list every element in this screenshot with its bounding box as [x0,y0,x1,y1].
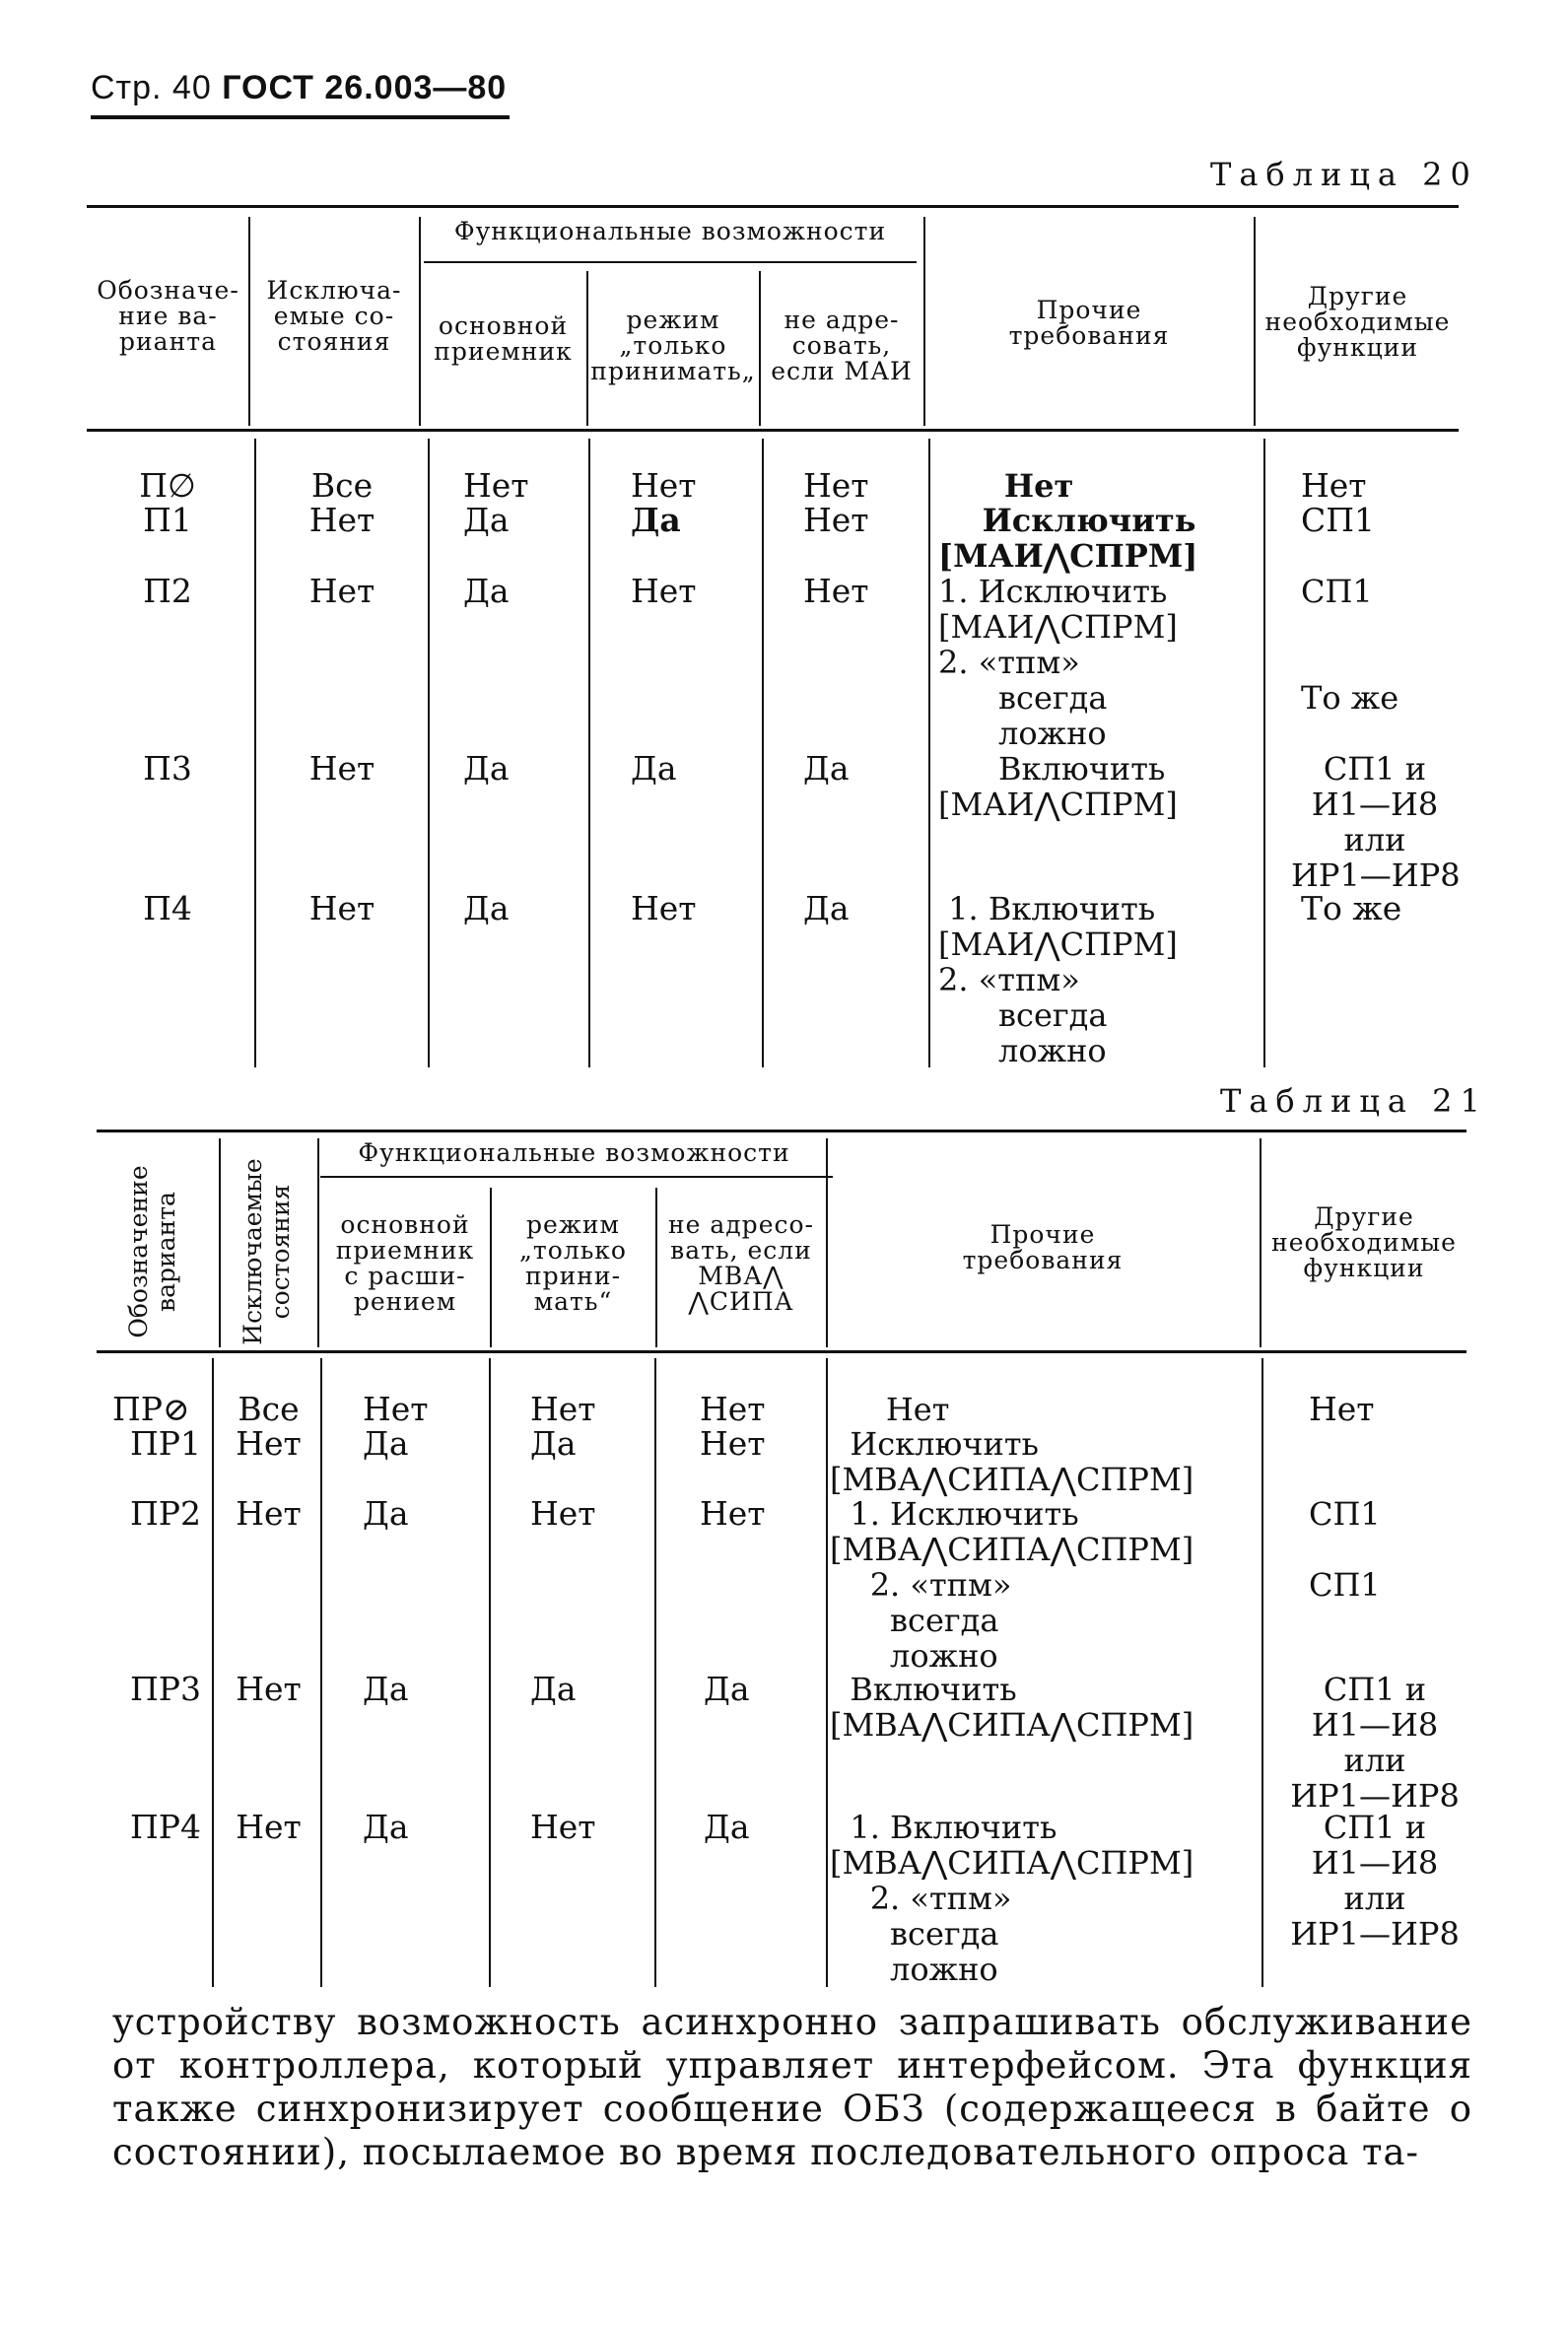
t21-cell-other-func: Нет [1309,1390,1375,1428]
t20-cell-basic: Да [463,572,510,610]
table-column-rule [419,217,421,426]
table-column-rule [254,439,256,1067]
t21-cell-other-req: Включить [МВА⋀СИПА⋀СПРМ] [830,1671,1194,1744]
t21-cell-other-req: 1. Исключить [МВА⋀СИПА⋀СПРМ] 2. «тпм» всегда ложно [830,1495,1194,1675]
t21-cell-other-req: Нет [836,1391,950,1428]
t21-cell-basic: Да [363,1670,409,1708]
t21-cell-excluded: Нет [236,1670,302,1708]
table-column-rule [317,1138,319,1347]
t20-cell-other-req: 1. Исключить [МАИ⋀СПРМ] 2. «тпм» всегда ложно [938,573,1178,752]
t21-cell-basic: Да [363,1808,409,1846]
table-column-rule [923,217,925,426]
t21-cell-listen-only: Нет [530,1808,596,1846]
t20-cell-no-address: Да [803,889,850,927]
t20-cell-basic: Да [463,501,510,539]
t21-header-listen-only: режим „только прини- мать“ [518,1210,627,1316]
table-column-rule [826,1358,828,1987]
t20-cell-no-address: Нет [803,572,869,610]
t21-cell-basic: Нет [363,1390,429,1428]
table20-group-rule [424,261,917,263]
page-header [91,69,507,107]
t20-cell-other-func: СП1 и И1—И8 или ИР1—ИР8 [1291,750,1461,894]
t21-cell-listen-only: Нет [530,1494,596,1533]
t20-cell-other-func: СП1 То же [1301,573,1399,717]
table-column-rule [320,1358,322,1987]
t20-cell-listen-only: Нет [631,572,697,610]
t21-header-designation: Обозначение варианта [124,1165,180,1338]
t21-header-no-address: не адресо- вать, если МВА⋀ ⋀СИПА [667,1210,814,1316]
t21-cell-no-address: Нет [700,1424,766,1463]
t20-header-excluded: Исключа- емые со- стояния [266,276,402,356]
t20-header-other-func: Другие необходимые функции [1264,282,1451,362]
t21-cell-excluded: Нет [236,1424,302,1463]
t20-cell-other-func: СП1 [1301,501,1376,539]
t20-cell-other-req: Включить [МАИ⋀СПРМ] [938,750,1178,823]
table-column-rule [1261,1358,1263,1987]
t21-cell-designation: ПР3 [130,1670,201,1708]
t20-header-no-address: не адре- совать, если МАИ [771,306,913,385]
t21-cell-designation: ПР⊘ [112,1390,190,1428]
t20-cell-basic: Нет [463,466,529,505]
t21-cell-other-func: СП1 и И1—И8 или ИР1—ИР8 [1290,1809,1460,1953]
t21-header-other-req: Прочие требования [962,1220,1124,1274]
t20-cell-listen-only: Да [631,749,677,788]
t20-cell-other-req: Нет [938,467,1074,505]
t20-cell-other-func: Нет [1301,466,1367,505]
table-column-rule [1263,439,1265,1067]
table20-top-rule [87,205,1459,208]
t21-cell-other-req: 1. Включить [МВА⋀СИПА⋀СПРМ] 2. «тпм» всегда ложно [830,1809,1194,1988]
table-column-rule [212,1358,214,1987]
table-column-rule [1254,217,1256,426]
standard-number: ГОСТ 26.003—80 [222,69,508,106]
t21-header-other-func: Другие необходимые функции [1271,1202,1457,1282]
t20-header-functional: Функциональные возможности [453,217,887,245]
t21-cell-excluded: Нет [236,1808,302,1846]
t20-cell-other-req: 1. Включить [МАИ⋀СПРМ] 2. «тпм» всегда ложно [938,890,1178,1069]
t20-cell-designation: П2 [143,572,192,610]
t20-cell-listen-only: Нет [631,466,697,505]
t20-cell-designation: П1 [143,501,192,539]
t21-cell-designation: ПР4 [130,1808,201,1846]
t21-cell-excluded: Все [238,1390,300,1428]
t21-cell-basic: Да [363,1494,409,1533]
t20-cell-excluded: Нет [308,749,375,788]
t21-header-basic: основной приемник с расши- рением [335,1210,475,1316]
t20-cell-excluded: Нет [308,572,375,610]
t20-cell-designation: П4 [143,889,192,927]
t20-header-listen-only: режим „только принимать„ [590,306,756,385]
t20-cell-listen-only: Да [631,501,681,539]
t21-cell-designation: ПР1 [130,1424,201,1463]
t21-cell-excluded: Нет [236,1494,302,1533]
t20-cell-excluded: Все [310,466,374,505]
t20-cell-no-address: Да [803,749,850,788]
t20-cell-other-func: То же [1301,889,1402,927]
t20-cell-excluded: Нет [308,889,375,927]
table-column-rule [762,439,764,1067]
t21-cell-basic: Да [363,1424,409,1463]
table21-group-rule [320,1176,833,1178]
t21-cell-other-req: Исключить [МВА⋀СИПА⋀СПРМ] [830,1425,1194,1498]
t21-cell-no-address: Нет [700,1494,766,1533]
table-column-rule [428,439,430,1067]
t20-cell-basic: Да [463,889,510,927]
t20-cell-basic: Да [463,749,510,788]
t20-cell-excluded: Нет [308,501,375,539]
t21-cell-designation: ПР2 [130,1494,201,1533]
t20-header-designation: Обозначе- ние ва- рианта [97,276,239,356]
t21-cell-no-address: Нет [700,1390,766,1428]
page-number: Стр. 40 [91,69,212,106]
t21-cell-no-address: Да [704,1808,750,1846]
t21-cell-other-func: СП1 и И1—И8 или ИР1—ИР8 [1290,1671,1460,1815]
t21-cell-listen-only: Да [530,1670,577,1708]
t20-cell-designation: П∅ [139,466,196,505]
table20-header-rule [87,429,1459,432]
t21-cell-listen-only: Нет [530,1390,596,1428]
t21-cell-no-address: Да [704,1670,750,1708]
t20-header-basic: основной приемник [434,311,573,366]
header-underline [91,115,510,119]
table-column-rule [489,1358,491,1987]
t21-header-excluded: Исключаемые состояния [239,1158,295,1345]
table-column-rule [654,1358,656,1987]
t20-cell-designation: П3 [143,749,192,788]
body-paragraph: устройству возможность асинхронно запрашивать обслуживание от контроллера, который управляет интерфейсом. Эта функция также синхронизирует сообщение ОБЗ (содержащееся в байте о состоянии), посылаемое во время последовательного опроса та- [112,2001,1472,2173]
t21-cell-other-func: СП1 СП1 [1309,1495,1381,1604]
table20-caption: Таблица 20 [1210,156,1478,193]
table21-caption: Таблица 21 [1220,1082,1488,1120]
t21-cell-listen-only: Да [530,1424,577,1463]
t20-header-other-req: Прочие требования [1008,296,1170,350]
table-column-rule [588,439,590,1067]
t20-cell-other-req: Исключить [МАИ⋀СПРМ] [938,502,1198,575]
t20-cell-no-address: Нет [803,466,869,505]
t20-cell-no-address: Нет [803,501,869,539]
table21-header-rule [97,1350,1466,1353]
t21-header-functional: Функциональные возможности [358,1138,790,1167]
table21-top-rule [97,1130,1466,1132]
table-column-rule [219,1138,221,1347]
table-column-rule [928,439,930,1067]
t20-cell-listen-only: Нет [631,889,697,927]
